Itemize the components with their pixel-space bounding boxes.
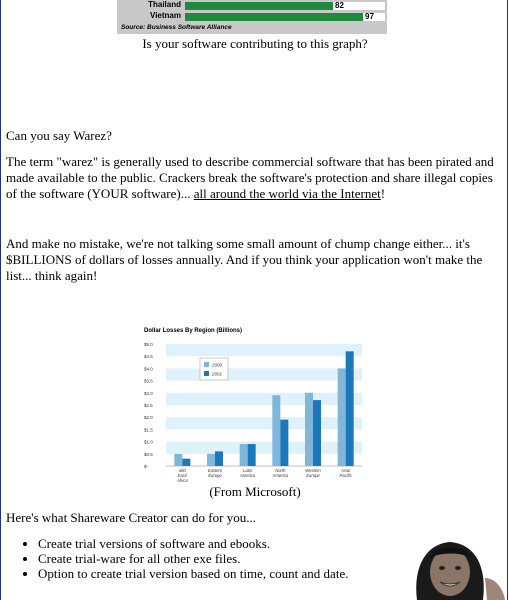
warez-heading: Can you say Warez?: [6, 128, 112, 143]
y-tick-label: $0.5: [144, 451, 153, 457]
y-tick-label: $4.0: [144, 366, 153, 372]
list-item: • Create trial-ware for all other exe files.: [38, 551, 378, 566]
y-tick-label: $1.0: [144, 439, 153, 445]
bar-2001: [182, 459, 190, 466]
x-tick-label: East/: [177, 473, 188, 478]
chart-source: Source: Business Software Alliance: [121, 24, 232, 31]
bar-2000: [305, 393, 313, 466]
warez-paragraph: [6, 154, 498, 202]
legend-swatch: [204, 371, 209, 376]
x-tick-label: Latin: [243, 468, 253, 473]
bar-2000: [174, 454, 182, 466]
x-tick-label: Mid: [178, 468, 186, 473]
x-tick-label: North: [275, 468, 286, 473]
bar-2001: [248, 444, 256, 466]
x-tick-label: Europe: [306, 473, 320, 478]
y-tick-label: $2.5: [144, 403, 153, 408]
bar-2001: [346, 351, 354, 466]
chart-title: Dollar Losses By Region (Billions): [144, 328, 243, 334]
warez-text: The term "warez" is generally used to describe commercial software that has been pirated and made available to the public. Crackers break the software's protection and share illegal copies of the software (YOUR software)...: [6, 154, 494, 201]
bar-value: 97: [365, 12, 374, 21]
grid-band: [166, 393, 362, 405]
x-tick-label: Europe: [208, 473, 222, 478]
grid-band: [166, 442, 362, 454]
y-tick-label: $3.0: [144, 390, 153, 396]
bar-2000: [338, 368, 346, 466]
dollar-losses-chart: [142, 328, 364, 482]
bar-2000: [240, 444, 248, 466]
person-photo: [395, 538, 505, 600]
bar-2000: [272, 395, 280, 466]
y-tick-label: $5.0: [144, 342, 153, 347]
piracy-rate-chart: [117, 0, 387, 34]
y-tick-label: $2.0: [144, 415, 153, 421]
x-tick-label: Pacific: [339, 473, 352, 478]
bar-2001: [313, 400, 321, 466]
list-item: • Create trial versions of software and ebooks.: [38, 536, 378, 551]
chart-caption: Is your software contributing to this graph?: [142, 36, 368, 51]
bar-2001: [215, 451, 223, 466]
internet-link[interactable]: all around the world via the Internet: [193, 186, 381, 201]
intro-list: Here's what Shareware Creator can do for you...: [6, 510, 256, 525]
grid-band: [166, 344, 362, 356]
legend-label: 2000: [212, 362, 223, 368]
grid-band: [166, 368, 362, 380]
bar-fill: [185, 13, 363, 21]
grid-band: [166, 417, 362, 429]
losses-paragraph: And make no mistake, we're not talking some small amount of chump change either... it's $BILLIONS of dollars of losses annually. And if you think your application won't make the list... think again!: [6, 236, 483, 283]
y-tick-label: $-: [144, 464, 149, 469]
y-tick-label: $3.5: [144, 378, 153, 384]
x-tick-label: Eastern: [207, 468, 223, 473]
x-tick-label: Asia/: [341, 468, 351, 473]
feature-list: [20, 536, 378, 581]
bar-fill: [185, 2, 333, 10]
x-tick-label: America: [272, 473, 289, 478]
x-tick-label: Africa: [176, 478, 188, 482]
x-tick-label: America: [239, 473, 256, 478]
bar-value: 82: [335, 1, 344, 10]
y-tick-label: $1.5: [144, 427, 153, 433]
chart-source-caption: (From Microsoft): [209, 484, 301, 499]
legend-box: [200, 358, 228, 380]
bar-label: Thailand: [148, 0, 181, 9]
bar-2001: [280, 420, 288, 466]
y-tick-label: $4.5: [144, 354, 153, 360]
list-item: • Option to create trial version based on time, count and date.: [38, 566, 378, 581]
losses-plot: [142, 328, 364, 482]
legend-swatch: [204, 362, 209, 367]
bar-label: Vietnam: [150, 11, 181, 20]
legend-label: 2001: [212, 371, 223, 377]
warez-text-end: !: [380, 186, 386, 201]
x-tick-label: Western: [305, 468, 321, 473]
bar-2000: [207, 454, 215, 466]
